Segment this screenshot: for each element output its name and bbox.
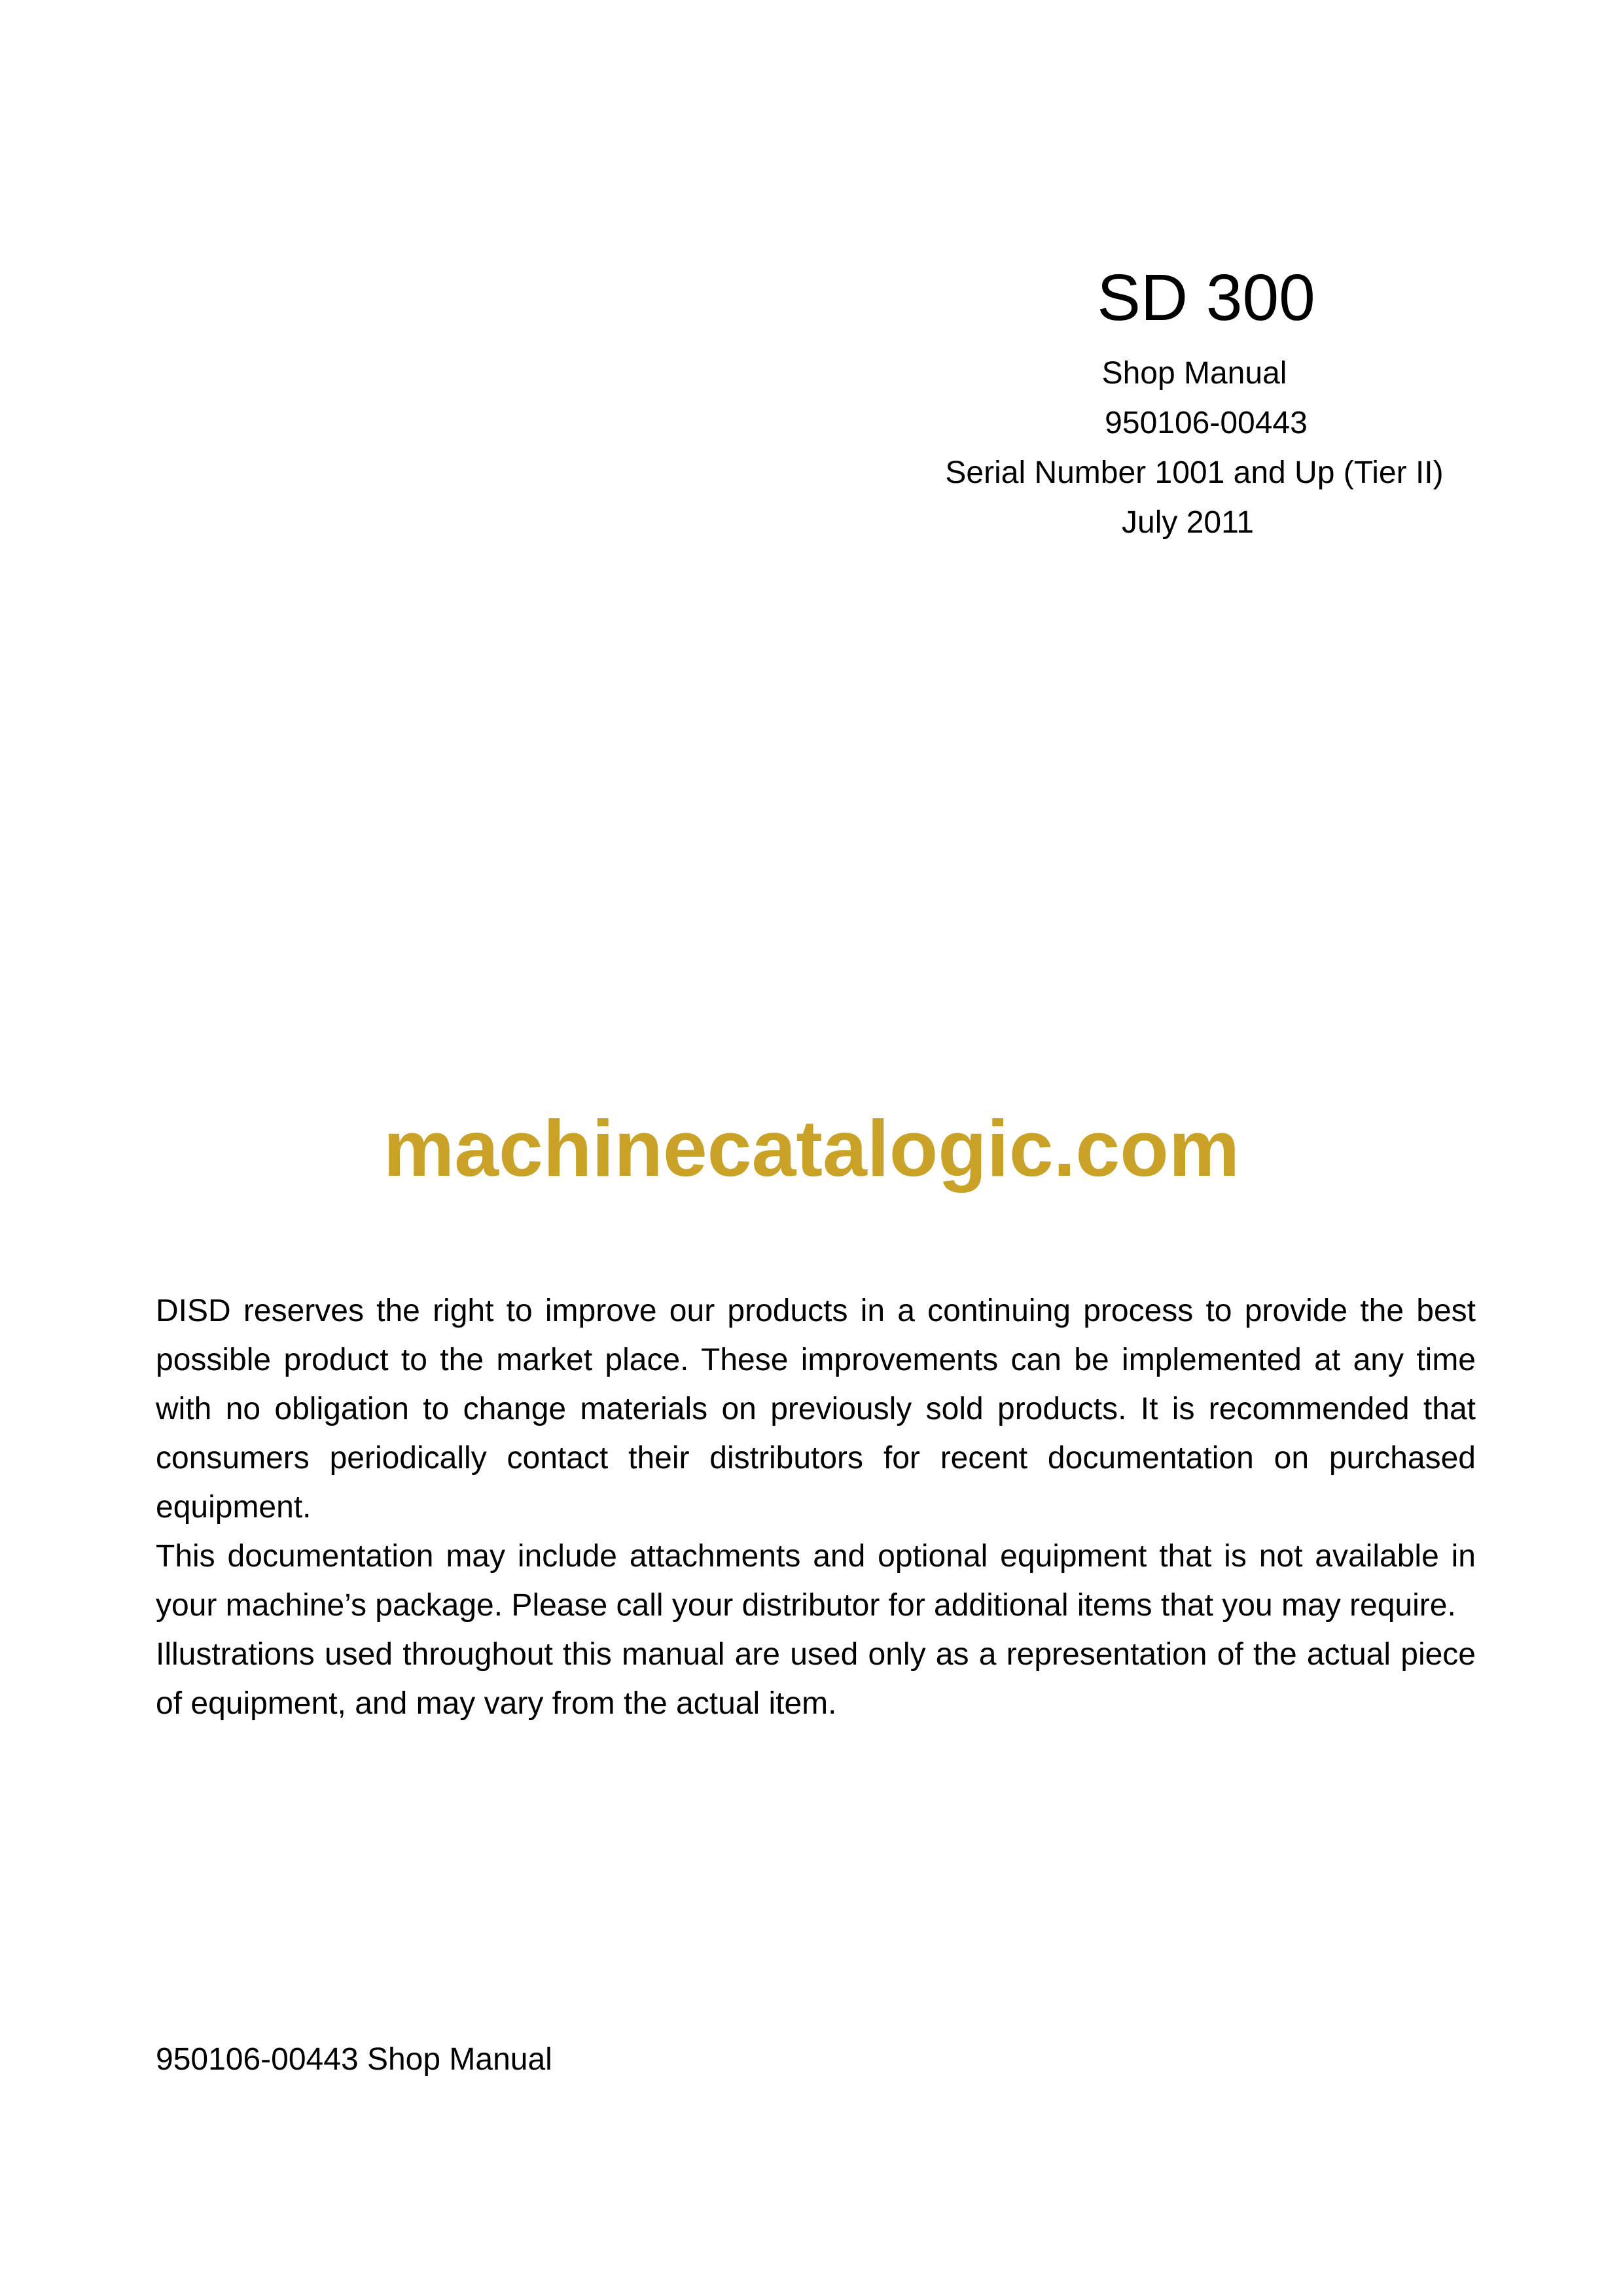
page-footer: 950106-00443 Shop Manual	[156, 2042, 552, 2077]
title-block	[916, 258, 1472, 548]
manual-type: Shop Manual	[1101, 356, 1287, 391]
disclaimer-paragraph: This documentation may include attachments and optional equipment that is not available in your machine’s package. Please call your distributor for additional items that you may require.	[156, 1539, 1476, 1623]
disclaimer	[156, 1286, 1476, 1728]
disclaimer-paragraph: Illustrations used throughout this manual are used only as a representation of the actual piece of equipment, and may vary from the actual item.	[156, 1637, 1476, 1721]
serial-range: Serial Number 1001 and Up (Tier II)	[945, 455, 1444, 490]
document-number: 950106-00443	[1105, 406, 1308, 440]
watermark-text: machinecatalogic.com	[383, 1104, 1240, 1193]
disclaimer-paragraph: DISD reserves the right to improve our products in a continuing process to provide the best possible product to the market place. These improvements can be implemented at any time with no obligation to change materials on previously sold products. It is recommended that consumers periodically contact their distributors for recent documentation on purchased equipment.	[156, 1294, 1476, 1525]
model-title: SD 300	[1097, 261, 1315, 334]
publication-date: July 2011	[1122, 505, 1254, 540]
